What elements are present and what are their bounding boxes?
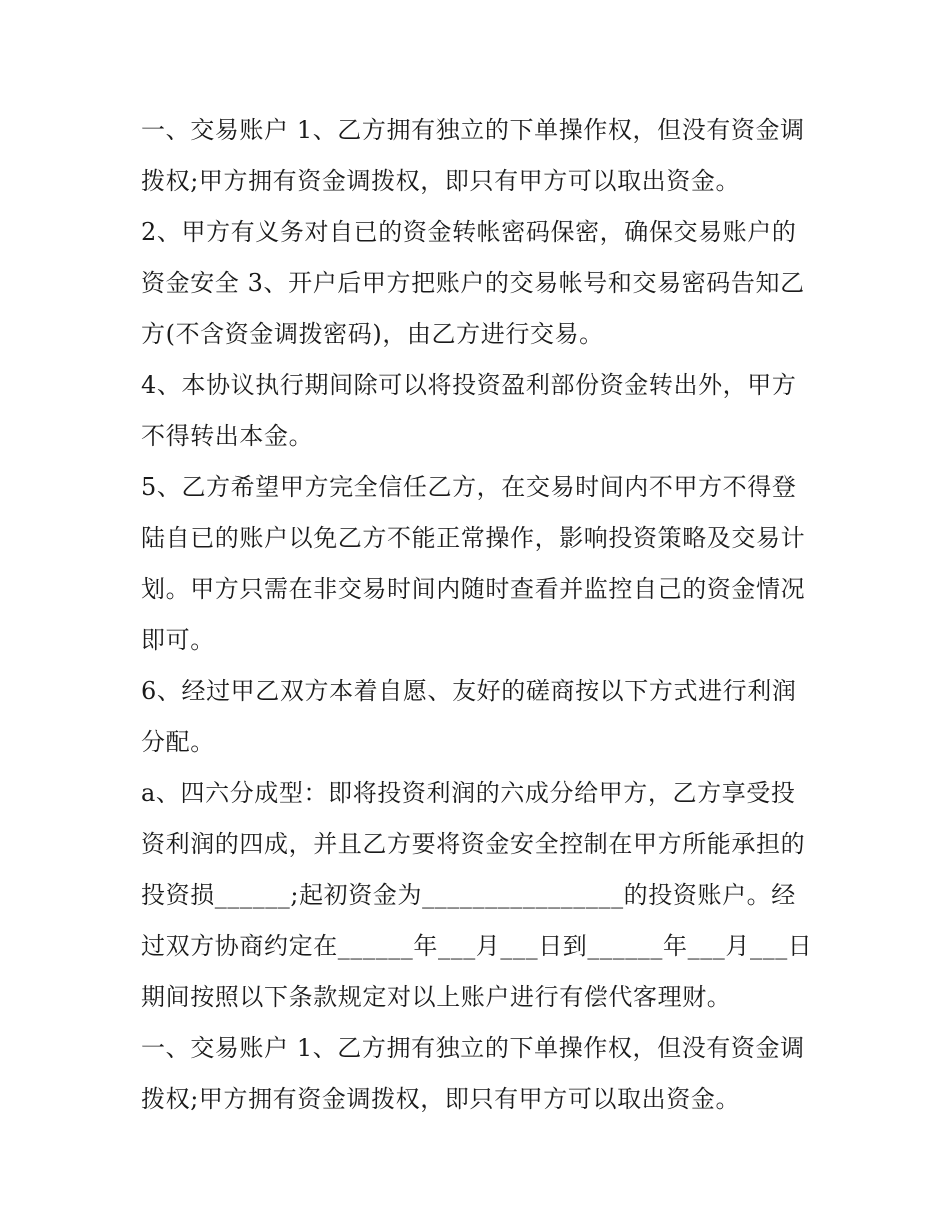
text-line: 方(不含资金调拨密码)，由乙方进行交易。 (141, 320, 604, 348)
text-line: 不得转出本金。 (141, 422, 314, 450)
text-line: 资金安全 3、开户后甲方把账户的交易帐号和交易密码告知乙 (141, 269, 805, 297)
text-line: 期间按照以下条款规定对以上账户进行有偿代客理财。 (141, 983, 732, 1011)
text-line: 划。甲方只需在非交易时间内随时查看并监控自己的资金情况 (141, 575, 806, 603)
text-line: 拨权;甲方拥有资金调拨权，即只有甲方可以取出资金。 (141, 167, 741, 195)
text-line: 投资损______;起初资金为________________的投资账户。经 (141, 881, 796, 909)
text-line: 过双方协商约定在______年___月___日到______年___月___日 (141, 932, 813, 960)
text-line: 即可。 (141, 626, 215, 654)
text-line: 6、经过甲乙双方本着自愿、友好的磋商按以下方式进行利润 (141, 677, 797, 705)
text-line: 陆自已的账户以免乙方不能正常操作，影响投资策略及交易计 (141, 524, 806, 552)
document-body (141, 108, 821, 1128)
text-line: a、四六分成型：即将投资利润的六成分给甲方，乙方享受投 (141, 779, 796, 807)
text-line: 拨权;甲方拥有资金调拨权，即只有甲方可以取出资金。 (141, 1085, 741, 1113)
text-line: 一、交易账户 1、乙方拥有独立的下单操作权，但没有资金调 (141, 1034, 805, 1062)
text-line: 5、乙方希望甲方完全信任乙方，在交易时间内不甲方不得登 (141, 473, 797, 501)
text-line: 资利润的四成，并且乙方要将资金安全控制在甲方所能承担的 (141, 830, 806, 858)
text-line: 一、交易账户 1、乙方拥有独立的下单操作权，但没有资金调 (141, 116, 805, 144)
text-line: 4、本协议执行期间除可以将投资盈利部份资金转出外，甲方 (141, 371, 797, 399)
text-line: 分配。 (141, 728, 215, 756)
text-line: 2、甲方有义务对自已的资金转帐密码保密，确保交易账户的 (141, 218, 797, 246)
